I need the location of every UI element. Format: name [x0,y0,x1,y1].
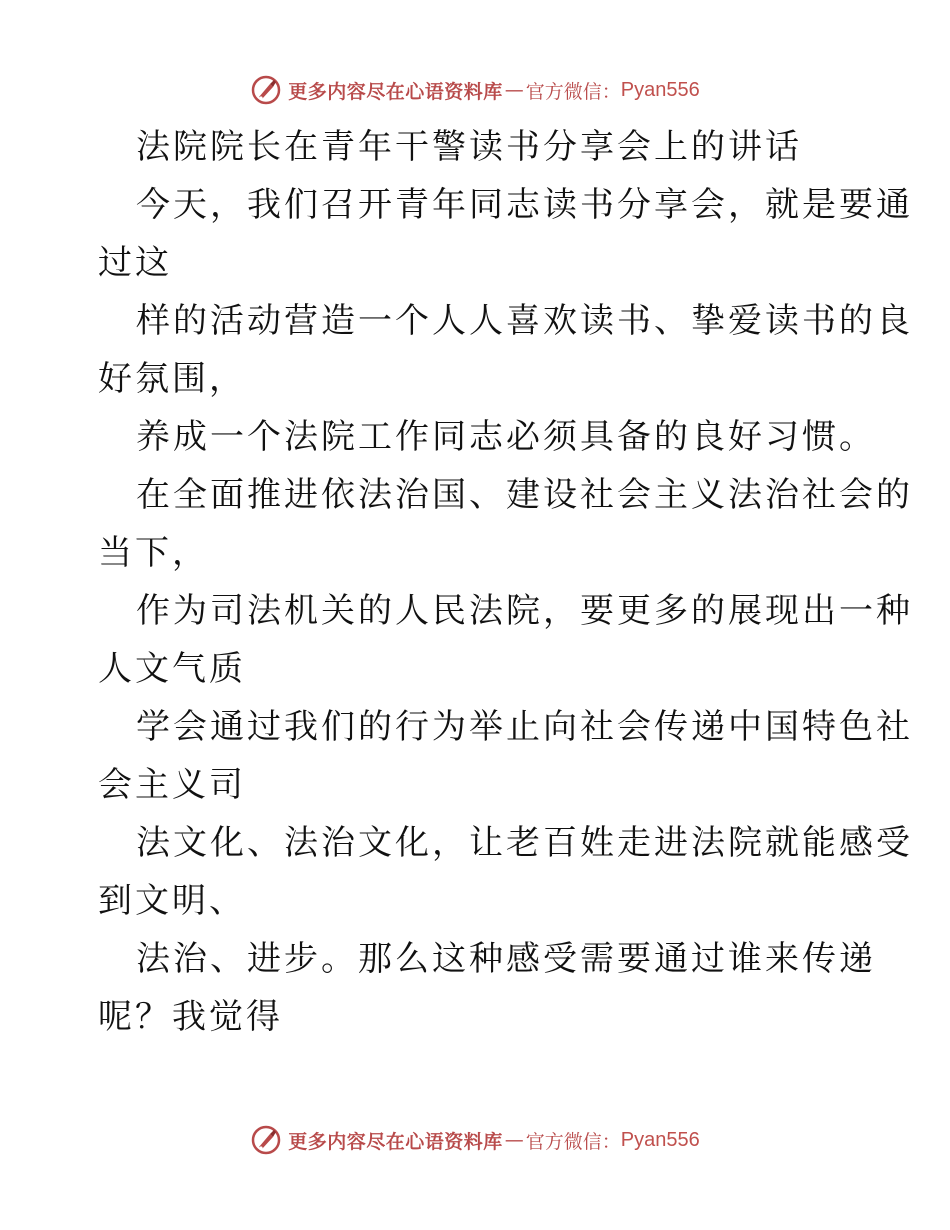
pen-logo-icon [250,74,282,106]
paragraph-line: 当下， [98,533,209,573]
paragraph-line: 呢？我觉得 [98,997,283,1037]
paragraph-line: 到文明、 [98,881,246,921]
paragraph-line: 法文化、法治文化，让老百姓走进法院就能感受 [136,823,913,863]
footer-wechat-id: Pyan556 [620,1128,700,1151]
paragraph-line: 过这 [98,243,172,283]
header-banner [0,70,950,110]
paragraph-line: 好氛围， [98,359,246,399]
paragraph-line: 养成一个法院工作同志必须具备的良好习惯。 [136,417,876,457]
paragraph-line: 作为司法机关的人民法院，要更多的展现出一种 [136,591,913,631]
header-wechat-id: Pyan556 [620,78,700,101]
paragraph-line: 会主义司 [98,765,246,805]
paragraph-line: 人文气质 [98,649,246,689]
paragraph-line: 样的活动营造一个人人喜欢读书、挚爱读书的良 [136,301,913,341]
paragraph-line: 法治、进步。那么这种感受需要通过谁来传递 [136,939,876,979]
footer-separator: — [504,1129,524,1151]
paragraph-line: 今天，我们召开青年同志读书分享会，就是要通 [136,185,913,225]
pen-logo-icon [250,1124,282,1156]
footer-brand-text: 更多内容尽在心语资料库 [288,1130,503,1153]
header-brand-text: 更多内容尽在心语资料库 [288,80,503,103]
header-separator: — [504,79,524,101]
footer-banner [0,1120,950,1160]
document-title: 法院院长在青年干警读书分享会上的讲话 [136,127,802,167]
header-wechat-label: 官方微信： [525,80,621,103]
paragraph-line: 学会通过我们的行为举止向社会传递中国特色社 [136,707,913,747]
footer-wechat-label: 官方微信： [525,1130,621,1153]
paragraph-line: 在全面推进依法治国、建设社会主义法治社会的 [136,475,913,515]
document-body [98,118,913,1046]
